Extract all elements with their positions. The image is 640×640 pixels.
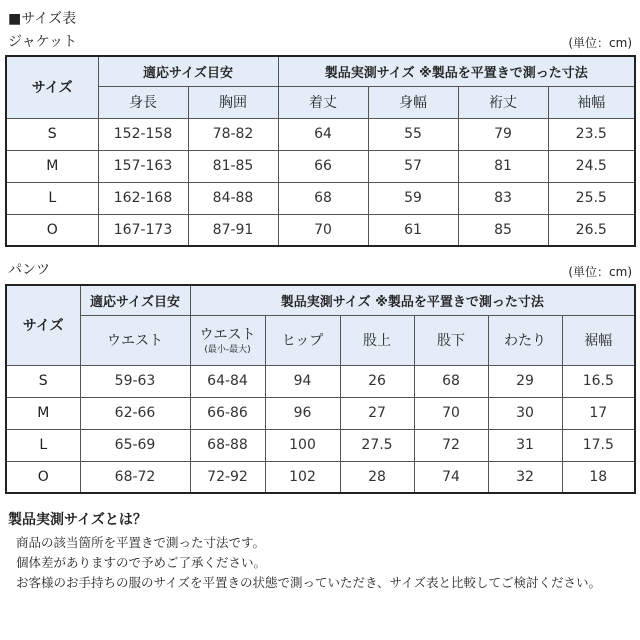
waist-label: ウエスト	[199, 327, 256, 343]
table-cell: 66-86	[190, 397, 265, 429]
table-cell: 25.5	[548, 182, 635, 214]
table-cell: 57	[368, 150, 458, 182]
pants-group-guide: 適応サイズ目安	[80, 285, 190, 315]
table-cell: 30	[488, 397, 562, 429]
jacket-col-width: 身幅	[368, 86, 458, 118]
jacket-group-guide: 適応サイズ目安	[98, 56, 278, 86]
table-cell: 162-168	[98, 182, 188, 214]
table-row	[6, 461, 635, 493]
table-cell: 152-158	[98, 118, 188, 150]
pants-col-rise: 股上	[340, 315, 414, 365]
pants-corner-header: サイズ	[6, 285, 80, 365]
table-cell: 96	[265, 397, 340, 429]
table-cell: 16.5	[562, 365, 635, 397]
table-row	[6, 150, 635, 182]
size-label: L	[6, 182, 98, 214]
table-cell: 32	[488, 461, 562, 493]
table-cell: 167-173	[98, 214, 188, 246]
table-cell: 28	[340, 461, 414, 493]
pants-title: パンツ	[8, 262, 50, 278]
table-cell: 85	[458, 214, 548, 246]
table-cell: 65-69	[80, 429, 190, 461]
table-cell: 81	[458, 150, 548, 182]
size-label: M	[6, 150, 98, 182]
jacket-col-chest: 胸囲	[188, 86, 278, 118]
table-cell: 59	[368, 182, 458, 214]
jacket-size-table	[5, 55, 636, 247]
pants-size-table	[5, 284, 636, 494]
note-line: お客様のお手持ちの服のサイズを平置きの状態で測っていただき、サイズ表と比較してご検討ください。	[16, 575, 602, 590]
table-cell: 100	[265, 429, 340, 461]
note-line: 商品の該当箇所を平置きで測った寸法です。	[16, 535, 266, 550]
table-cell: 70	[278, 214, 368, 246]
table-cell: 23.5	[548, 118, 635, 150]
table-cell: 61	[368, 214, 458, 246]
table-cell: 31	[488, 429, 562, 461]
size-label: M	[6, 397, 80, 429]
pants-col-thigh: わたり	[488, 315, 562, 365]
table-cell: 79	[458, 118, 548, 150]
notes-title: 製品実測サイズとは？	[8, 512, 147, 528]
table-cell: 83	[458, 182, 548, 214]
size-label: S	[6, 118, 98, 150]
pants-col-waist-guide: ウエスト	[80, 315, 190, 365]
size-label: S	[6, 365, 80, 397]
table-cell: 29	[488, 365, 562, 397]
jacket-col-sleeve-width: 袖幅	[548, 86, 635, 118]
table-cell: 78-82	[188, 118, 278, 150]
note-line: 個体差がありますので予めご了承ください。	[16, 555, 267, 570]
table-cell: 68	[414, 365, 488, 397]
pants-unit: (単位：cm)	[568, 265, 632, 279]
size-label: O	[6, 461, 80, 493]
table-cell: 24.5	[548, 150, 635, 182]
table-row	[6, 182, 635, 214]
jacket-col-height: 身長	[98, 86, 188, 118]
table-cell: 68	[278, 182, 368, 214]
jacket-unit: (単位：cm)	[568, 36, 632, 50]
table-cell: 27	[340, 397, 414, 429]
table-cell: 70	[414, 397, 488, 429]
jacket-title: ジャケット	[8, 34, 78, 50]
table-cell: 68-88	[190, 429, 265, 461]
table-cell: 66	[278, 150, 368, 182]
pants-col-waist-measured	[190, 315, 265, 365]
table-row	[6, 429, 635, 461]
jacket-col-sleeve-length: 裄丈	[458, 86, 548, 118]
section-title: ■サイズ表	[8, 11, 77, 27]
table-cell: 74	[414, 461, 488, 493]
table-cell: 81-85	[188, 150, 278, 182]
waist-min-max-note: (最小-最大)	[204, 345, 251, 355]
table-row	[6, 397, 635, 429]
table-cell: 87-91	[188, 214, 278, 246]
table-cell: 68-72	[80, 461, 190, 493]
table-cell: 55	[368, 118, 458, 150]
table-cell: 27.5	[340, 429, 414, 461]
table-cell: 94	[265, 365, 340, 397]
table-cell: 62-66	[80, 397, 190, 429]
table-cell: 157-163	[98, 150, 188, 182]
table-row	[6, 118, 635, 150]
table-row	[6, 214, 635, 246]
table-cell: 59-63	[80, 365, 190, 397]
table-cell: 102	[265, 461, 340, 493]
table-cell: 17	[562, 397, 635, 429]
size-label: L	[6, 429, 80, 461]
pants-col-inseam: 股下	[414, 315, 488, 365]
table-cell: 72-92	[190, 461, 265, 493]
table-cell: 18	[562, 461, 635, 493]
table-cell: 26	[340, 365, 414, 397]
table-cell: 17.5	[562, 429, 635, 461]
table-cell: 72	[414, 429, 488, 461]
jacket-group-measured: 製品実測サイズ ※製品を平置きで測った寸法	[278, 56, 635, 86]
jacket-corner-header: サイズ	[6, 56, 98, 118]
table-cell: 84-88	[188, 182, 278, 214]
table-cell: 64-84	[190, 365, 265, 397]
size-label: O	[6, 214, 98, 246]
pants-col-hip: ヒップ	[265, 315, 340, 365]
jacket-col-length: 着丈	[278, 86, 368, 118]
pants-group-measured: 製品実測サイズ ※製品を平置きで測った寸法	[190, 285, 635, 315]
table-cell: 64	[278, 118, 368, 150]
pants-col-hem-width: 裾幅	[562, 315, 635, 365]
table-row	[6, 365, 635, 397]
table-cell: 26.5	[548, 214, 635, 246]
